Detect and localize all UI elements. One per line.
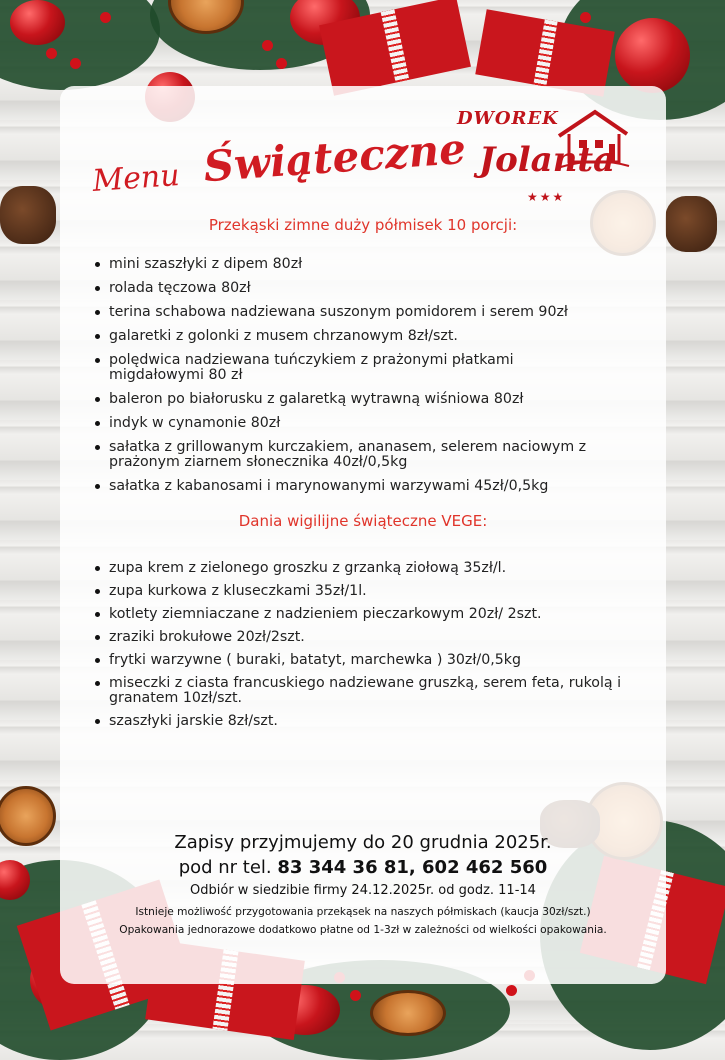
list-item: indyk w cynamonie 80zł (95, 416, 655, 431)
footer-phone (60, 857, 666, 878)
list-item: miseczki z ciasta francuskiego nadziewane gruszką, serem feta, rukolą i granatem 10zł/szt. (95, 676, 657, 706)
list-item: sałatka z kabanosami i marynowanymi warzywami 45zł/0,5kg (95, 479, 655, 494)
list-item: terina schabowa nadziewana suszonym pomidorem i serem 90zł (95, 305, 655, 320)
menu-title-main: Świąteczne (202, 123, 468, 192)
list-item: polędwica nadziewana tuńczykiem z prażonymi płatkami migdałowymi 80 zł (95, 353, 579, 383)
menu-title-menu: Menu (91, 157, 181, 199)
footer-phone-numbers: 83 344 36 81, 602 462 560 (277, 857, 548, 878)
list-item: rolada tęczowa 80zł (95, 281, 655, 296)
list-item: zraziki brokułowe 20zł/2szt. (95, 630, 655, 645)
footer-phone-prefix: pod nr tel. (178, 857, 272, 878)
list-item: baleron po białorusku z galaretką wytrawną wiśniowa 80zł (95, 392, 655, 407)
footer-pickup: Odbiór w siedzibie firmy 24.12.2025r. od godz. 11-14 (190, 883, 536, 898)
logo-dworek-text: DWOREK (457, 108, 559, 129)
list-item: frytki warzywne ( buraki, batatyt, marchewka ) 30zł/0,5kg (95, 653, 655, 668)
logo-stars: ★★★ (527, 190, 566, 204)
list-item: zupa kurkowa z kluseczkami 35zł/1l. (95, 584, 655, 599)
list-item: zupa krem z zielonego groszku z grzanką ziołową 35zł/l. (95, 561, 655, 576)
section-title-cold-appetizers: Przekąski zimne duży półmisek 10 porcji: (208, 216, 518, 234)
cold-appetizers-list (95, 257, 655, 503)
logo-jolanta-text: Jolanta (479, 140, 616, 180)
list-item: kotlety ziemniaczane z nadzieniem pieczarkowym 20zł/ 2szt. (95, 607, 655, 622)
list-item: sałatka z grillowanym kurczakiem, ananasem, selerem naciowym z prażonym ziarnem słonecznika 40zł/0,5kg (95, 440, 609, 470)
dworek-jolanta-logo (455, 104, 635, 208)
footer-deadline: Zapisy przyjmujemy do 20 grudnia 2025r. (174, 832, 552, 853)
vege-dishes-list (95, 561, 655, 737)
list-item: mini szaszłyki z dipem 80zł (95, 257, 655, 272)
section-title-vege: Dania wigilijne świąteczne VEGE: (238, 512, 488, 530)
list-item: szaszłyki jarskie 8zł/szt. (95, 714, 655, 729)
footer-packaging-note: Opakowania jednorazowe dodatkowo płatne od 1-3zł w zależności od wielkości opakowania. (119, 924, 607, 936)
list-item: galaretki z golonki z musem chrzanowym 8zł/szt. (95, 329, 655, 344)
footer-platters-note: Istnieje możliwość przygotowania przekąsek na naszych półmiskach (kaucja 30zł/szt.) (135, 906, 591, 918)
